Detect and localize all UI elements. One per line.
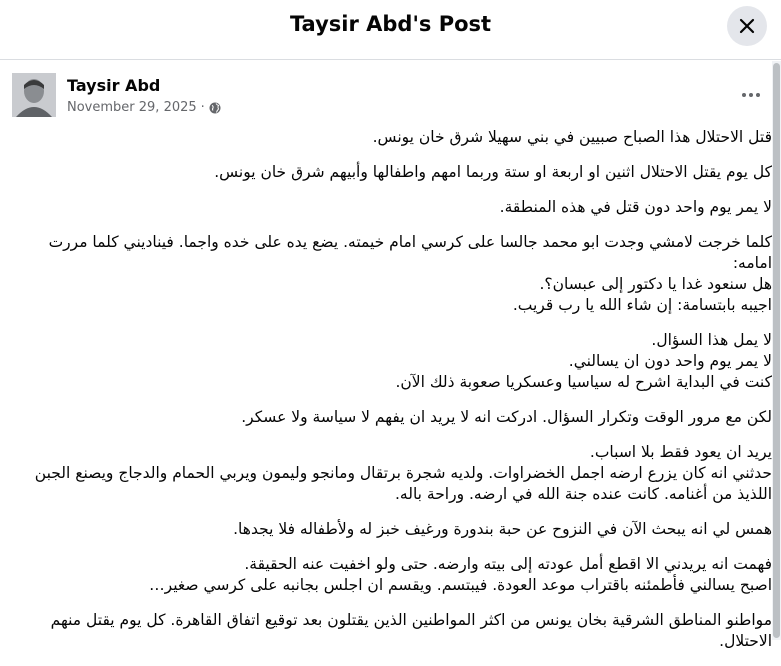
globe-icon[interactable] [209,102,221,114]
post-date[interactable]: November 29, 2025 [67,100,197,115]
post-meta [67,100,221,115]
post-paragraph [12,330,772,393]
post-paragraph [12,127,772,148]
scrollbar[interactable] [772,61,781,640]
post-line: يريد ان يعود فقط بلا اسباب. [589,443,772,461]
post-line: كلما خرجت لامشي وجدت ابو محمد جالسا على كرسي امام خيمته. يضع يده على خده واجما. فيناديني كلما مررت امامه: [48,233,772,272]
post-line: همس لي انه يبحث الآن في النزوح عن حبة بندورة ورغيف خبز له ولأطفاله فلا يجدها. [233,520,772,538]
post-line: اصبح يسالني فأطمئنه باقتراب موعد العودة. فيبتسم. ويقسم ان اجلس بجانبه على كرسي صغير… [149,576,772,594]
close-icon [737,16,757,36]
meta-separator: · [200,100,205,115]
post-paragraph [12,232,772,316]
post-paragraph [12,197,772,218]
post-line: كل يوم يقتل الاحتلال اثنين او اربعة او ستة وربما امهم واطفالها وأبيهم شرق خان يونس. [214,163,772,181]
post-dialog-header [0,0,781,60]
post-line: هل سنعود غدا يا دكتور إلى عبسان؟. [539,275,772,293]
post-paragraph [12,610,772,652]
more-options-button[interactable] [734,81,768,109]
post-line: لا يمل هذا السؤال. [651,331,772,349]
post-line: لا يمر يوم واحد دون ان يسالني. [568,352,772,370]
scrollbar-thumb[interactable] [773,63,780,638]
post-paragraph [12,407,772,428]
post-text [12,127,772,666]
close-button[interactable] [727,6,767,46]
post-line: فهمت انه يريدني الا اقطع أمل عودته إلى بيته وارضه. حتى ولو اخفيت عنه الحقيقة. [244,555,772,573]
post-line: لا يمر يوم واحد دون قتل في هذه المنطقة. [499,198,772,216]
post-paragraph [12,554,772,596]
dialog-title: Taysir Abd's Post [289,12,492,36]
post-line: قتل الاحتلال هذا الصباح صبيين في بني سهيلا شرق خان يونس. [372,128,772,146]
post-line: حدثني انه كان يزرع ارضه اجمل الخضراوات. ولديه شجرة برتقال ومانجو وليمون ويربي الحمام والدجاج ويصنع الجبن اللذيذ من أغنامه. كانت عنده جنة الله في ارضه. وراحة باله. [34,464,772,503]
more-icon-dot [756,93,760,97]
post-line: مواطنو المناطق الشرقية بخان يونس من اكثر المواطنين الذين يقتلون بعد توقيع اتفاق القاهرة. كل يوم يقتل منهم الاحتلال. [50,611,772,650]
post-paragraph [12,519,772,540]
author-name[interactable]: Taysir Abd [67,76,161,95]
post-line: كنت في البداية اشرح له سياسيا وعسكريا صعوبة ذلك الآن. [395,373,772,391]
more-icon-dot [749,93,753,97]
post-paragraph [12,162,772,183]
post-paragraph [12,442,772,505]
post-line: لكن مع مرور الوقت وتكرار السؤال. ادركت انه لا يريد ان يفهم لا سياسة ولا عسكر. [241,408,772,426]
avatar-photo [12,73,56,117]
avatar[interactable] [12,73,56,117]
post-content [0,61,772,650]
more-icon-dot [742,93,746,97]
post-line: اجيبه بابتسامة: إن شاء الله يا رب قريب. [512,296,772,314]
